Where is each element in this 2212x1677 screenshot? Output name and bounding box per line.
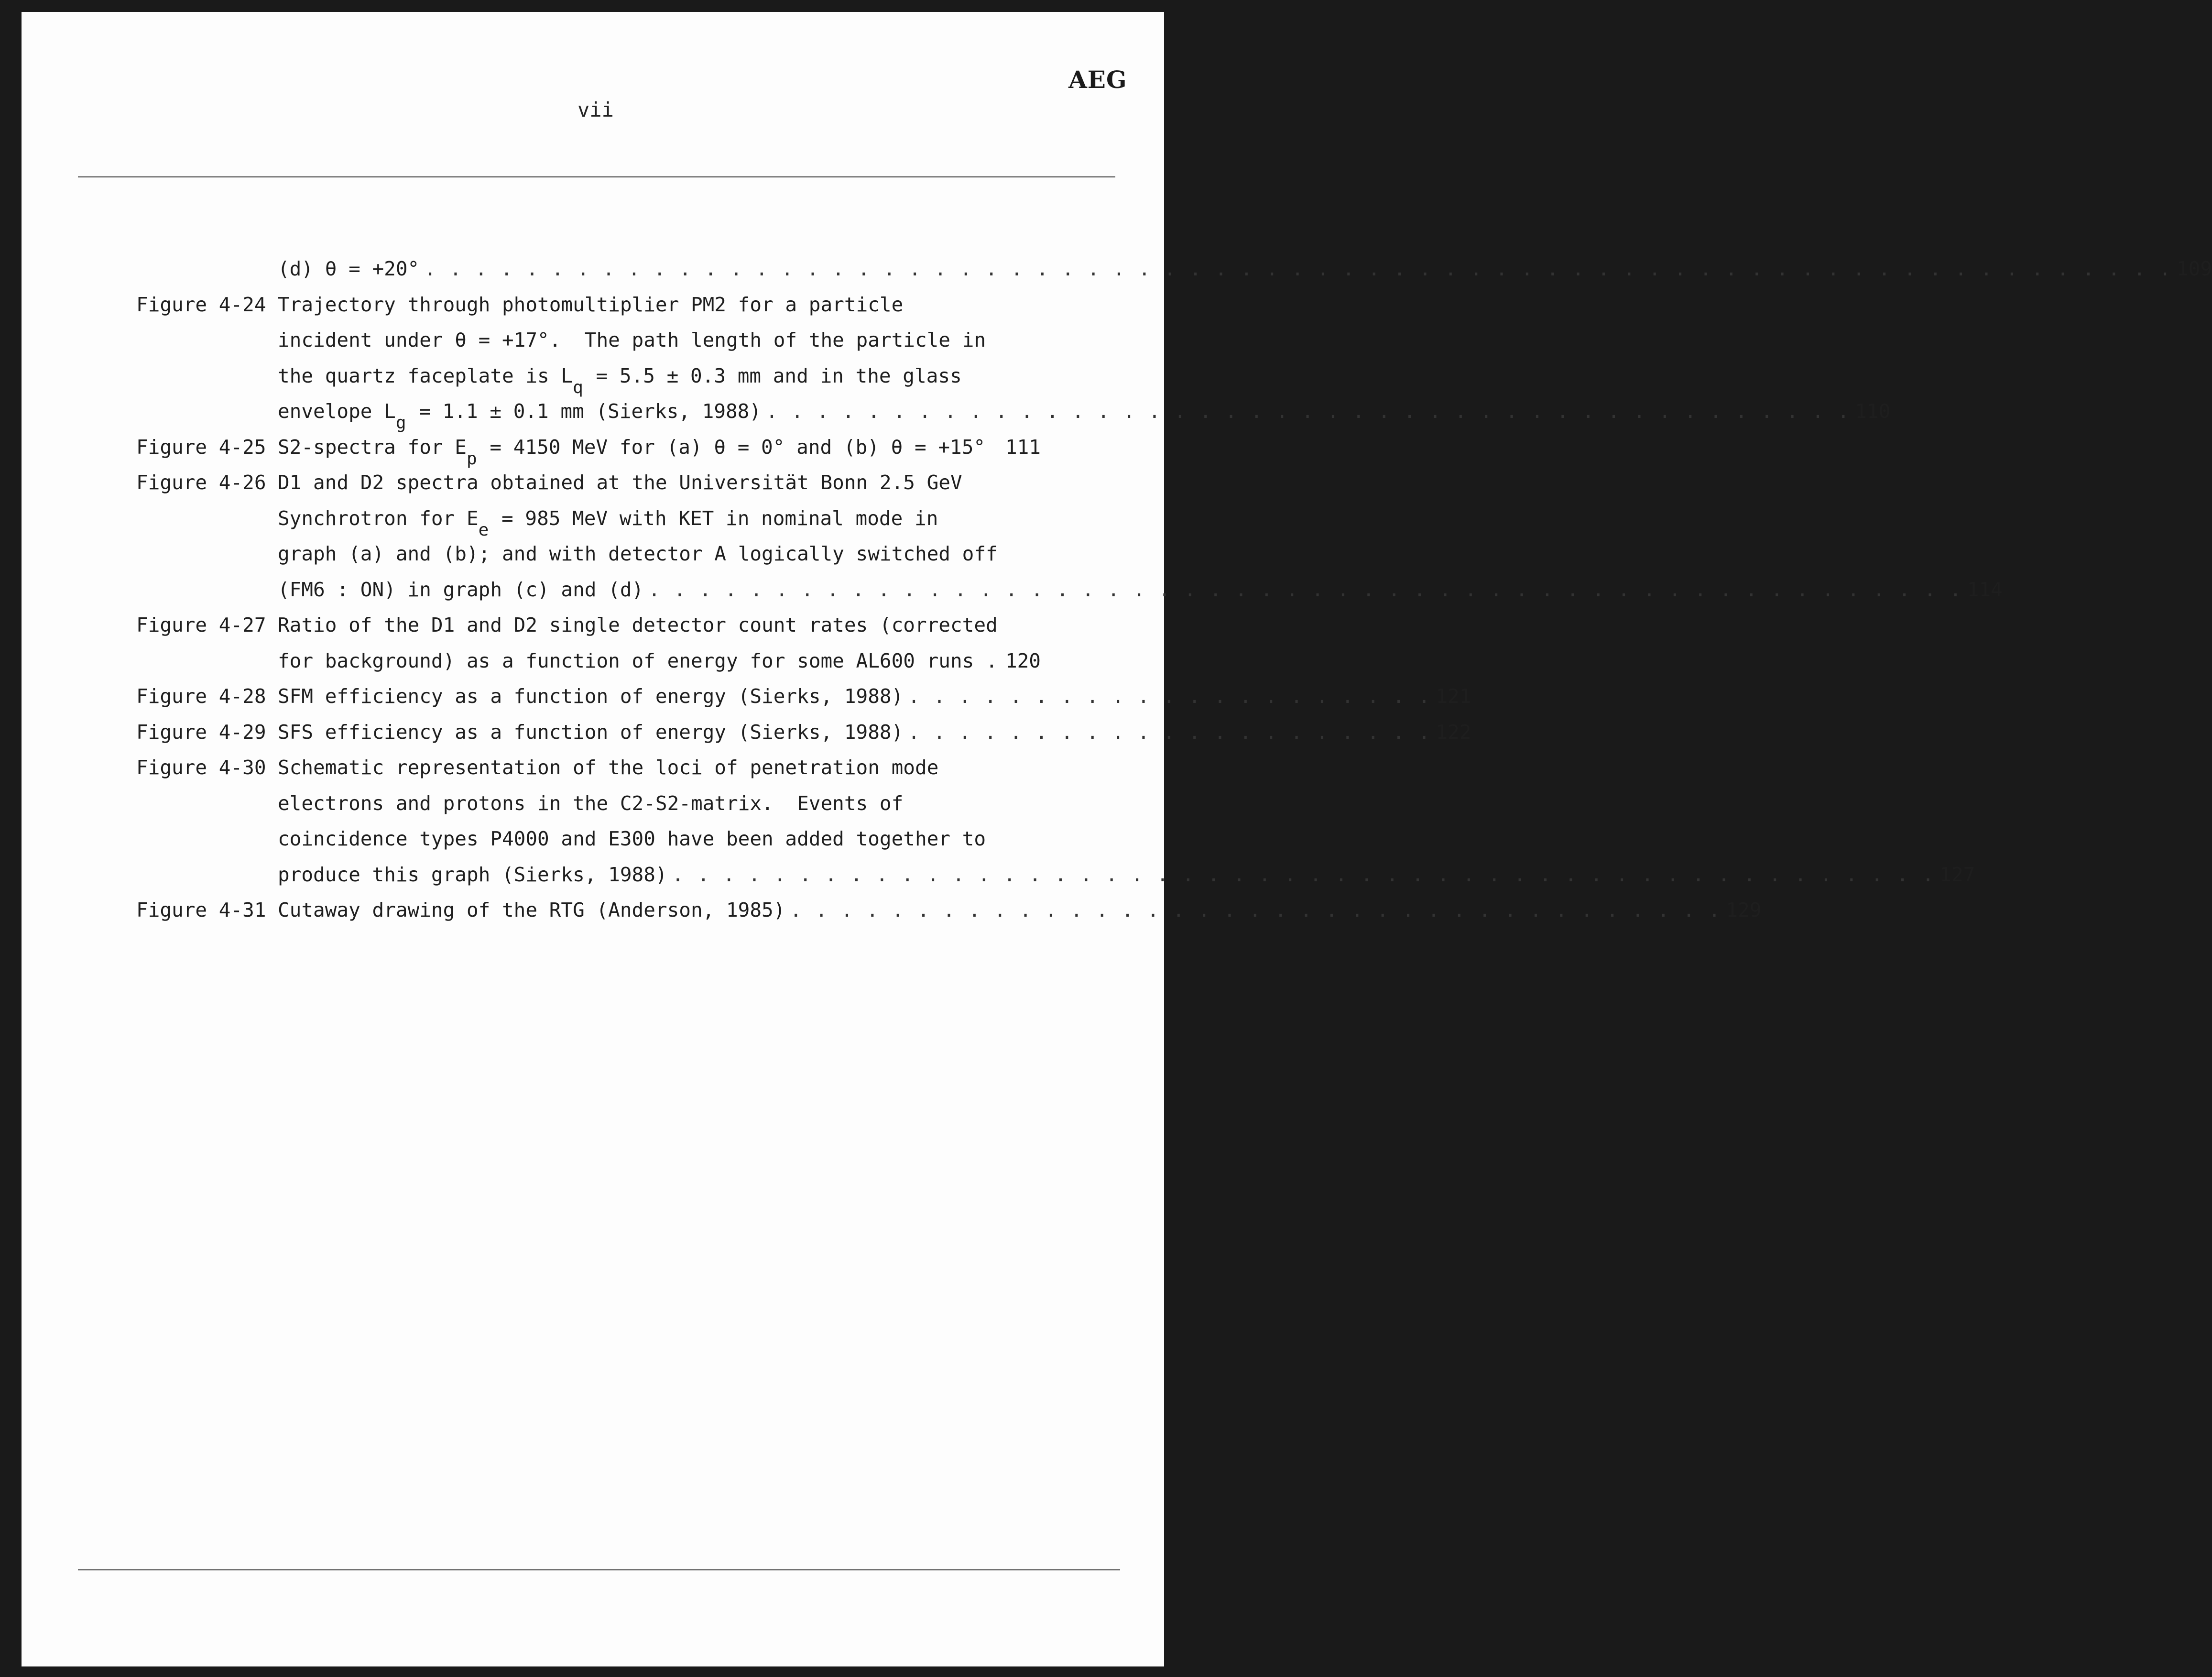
figure-label: Figure 4-26 — [136, 471, 266, 494]
entry-text: (FM6 : ON) in graph (c) and (d) — [278, 578, 644, 601]
bottom-rule — [78, 1569, 1120, 1570]
page-ref[interactable]: 127 — [1940, 863, 1975, 886]
entry-text: coincidence types P4000 and E300 have been added together to — [278, 827, 986, 850]
toc-entry — [136, 750, 1975, 892]
page-ref[interactable]: 120 — [1005, 649, 1041, 672]
page-ref[interactable]: 109 — [2176, 257, 2212, 280]
subscript: g — [395, 413, 406, 433]
dot-leader: . . . . . . . . . . . . . . . . . . . . . . . . . . . . . . . . . . . . . . . . . . . . . . . . . . . . . . . . . . . . . . . . . . . . . — [424, 257, 2172, 280]
entry-text: Ratio of the D1 and D2 single detector count rates (corrected — [278, 614, 998, 636]
entry-text: D1 and D2 spectra obtained at the Universität Bonn 2.5 GeV — [278, 471, 962, 494]
entry-text: SFM efficiency as a function of energy (Sierks, 1988) — [278, 685, 904, 708]
page-ref[interactable]: 114 — [1967, 578, 2003, 601]
figure-label: Figure 4-27 — [136, 614, 266, 636]
page-number: vii — [578, 98, 614, 121]
dot-leader: . . . . . . . . . . . . . . . . . . . . . . . . . . . . . . . . . . . . . . . . . . . — [766, 400, 1851, 423]
entry-text: electrons and protons in the C2-S2-matrix. Events of — [278, 791, 904, 815]
entry-text: envelope Lg = 1.1 ± 0.1 mm (Sierks, 1988) — [278, 400, 762, 433]
entry-text: Schematic representation of the loci of penetration mode — [278, 756, 939, 779]
entry-text: S2-spectra for Ep = 4150 MeV for (a) θ = 0° and (b) θ = +15° — [278, 435, 986, 469]
aeg-logo: AEG — [1068, 66, 1127, 94]
dot-leader: . . . . . . . . . . . . . . . . . . . . . — [908, 685, 1431, 708]
dot-leader: . . . . . . . . . . . . . . . . . . . . . . . . . . . . . . . . . . . . . . . . . . . . . . . . . . . . — [648, 578, 1962, 601]
entry-text: graph (a) and (b); and with detector A logically switched off — [278, 542, 998, 565]
figure-label: Figure 4-25 — [136, 435, 266, 459]
page-ref[interactable]: 110 — [1855, 400, 1891, 423]
page-ref[interactable]: 129 — [1726, 899, 1762, 921]
figure-label: Figure 4-28 — [136, 685, 266, 708]
figure-label: Figure 4-30 — [136, 756, 266, 779]
dot-leader: . . . . . . . . . . . . . . . . . . . . . . . . . . . . . . . . . . . . . . . . . . . . . . . . . . — [672, 863, 1935, 886]
entry-text: Trajectory through photomultiplier PM2 for a particle — [278, 293, 904, 316]
figure-label: Figure 4-24 — [136, 293, 266, 316]
entry-text: (d) θ = +20° — [278, 257, 420, 280]
entry-text: incident under θ = +17°. The path length of the particle in — [278, 329, 986, 351]
dot-leader: . . . . . . . . . . . . . . . . . . . . . . . . . . . . . . . . . . . . . — [790, 899, 1722, 921]
entry-text: Synchrotron for Ee = 985 MeV with KET in nominal mode in — [278, 506, 938, 540]
entry-text: the quartz faceplate is Lq = 5.5 ± 0.3 mm and in the glass — [278, 364, 962, 397]
toc-entry — [136, 607, 1041, 679]
list-of-figures — [136, 251, 2212, 928]
top-rule — [78, 176, 1115, 177]
toc-entry — [136, 251, 2212, 287]
toc-entry — [136, 679, 1471, 714]
subscript: p — [466, 449, 477, 469]
entry-text: for background) as a function of energy for some AL600 runs . — [278, 649, 998, 672]
entry-text: SFS efficiency as a function of energy (Sierks, 1988) — [278, 720, 904, 744]
toc-entry — [136, 714, 1471, 750]
subscript: q — [573, 377, 583, 397]
figure-label: Figure 4-29 — [136, 720, 266, 744]
entry-text: Cutaway drawing of the RTG (Anderson, 1985) — [278, 899, 785, 921]
toc-entry — [136, 892, 1762, 928]
figure-label: Figure 4-31 — [136, 899, 266, 921]
toc-entry — [136, 287, 1891, 433]
page-ref[interactable]: 122 — [1436, 720, 1471, 744]
toc-entry — [136, 429, 1041, 469]
page-ref[interactable]: 111 — [1005, 435, 1041, 459]
page-ref[interactable]: 121 — [1436, 685, 1471, 708]
subscript: e — [478, 520, 489, 540]
toc-entry — [136, 465, 2003, 607]
entry-text: produce this graph (Sierks, 1988) — [278, 863, 667, 886]
dot-leader: . . . . . . . . . . . . . . . . . . . . . — [908, 720, 1431, 744]
